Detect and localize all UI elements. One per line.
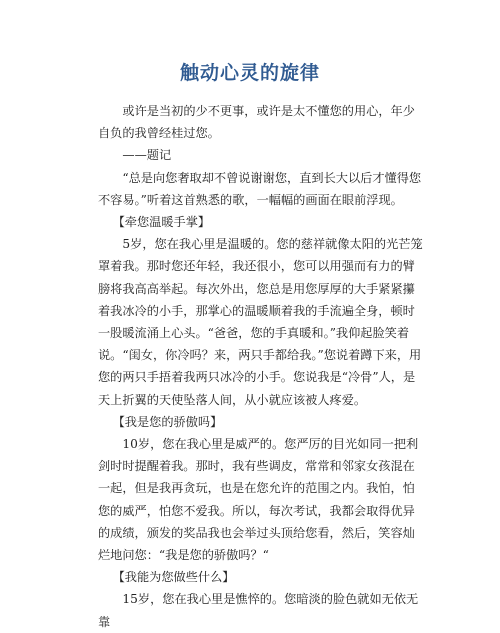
section-heading-3: 【我能为您做些什么】 [112,570,235,585]
section-heading-1: 【牵您温暖手掌】 [112,215,211,230]
section-body-3: 15岁，您在我心里是憔悴的。您暗淡的脸色就如无依无靠 [98,592,419,629]
quote-paragraph: “总是向您奢取却不曾说谢谢您，直到长大以后才懂得您不容易。”听着这首熟悉的歌，一幅幅的画面在眼前浮现。 [98,170,422,207]
article-body [98,100,424,633]
epigraph-label: ——题记 [122,148,172,163]
article-title: 触动心灵的旋律 [179,62,320,84]
section-body-2: 10岁，您在我心里是威严的。您严厉的目光如同一把利剑时时提醒着我。那时，我有些调皮，常常和邻家女孩混在一起，但是我再贪玩，也是在您允许的范围之内。我怕，怕您的威严，怕您不爱我。所以，每次考试，我都会取得优异的成绩，颁发的奖品我也会举过头顶给您看，然后，笑容灿烂地问您：“我是您的骄傲吗？“ [98,437,419,563]
intro-paragraph: 或许是当初的少不更事，或许是太不懂您的用心，年少自负的我曾经桂过您。 [98,104,415,141]
section-heading-2: 【我是您的骄傲吗】 [112,414,223,429]
section-body-1: 5岁，您在我心里是温暖的。您的慈祥就像太阳的光芒笼罩着我。那时您还年轻，我还很小，您可以用强而有力的臂膀将我高高举起。每次外出，您总是用您厚厚的大手紧紧攥着我冰冷的小手，那掌心的温暖顺着我的手流遍全身，顿时一股暖流涌上心头。“爸爸，您的手真暖和。”我仰起脸笑着说。“闺女，你冷吗？来，两只手都给我。”您说着蹲下来，用您的两只手捂着我两只冰冷的小手。您说我是“冷骨”人，是天上折翼的天使坠落人间，从小就应该被人疼爱。 [98,237,423,407]
